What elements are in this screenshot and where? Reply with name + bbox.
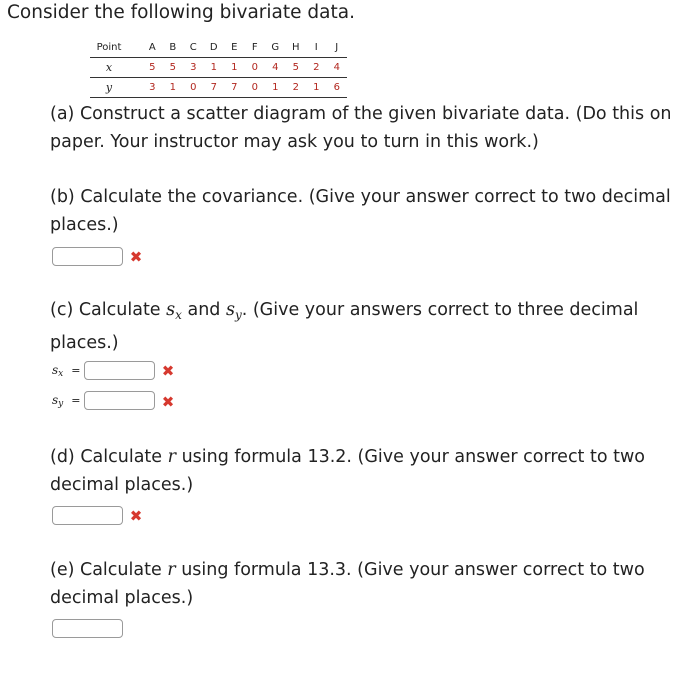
part-e-suffix: using formula 13.3. (Give your answer correct to two decimal places.): [50, 560, 645, 608]
sy-equals: =: [71, 394, 81, 407]
intro-text: Consider the following bivariate data.: [7, 2, 355, 23]
incorrect-x-icon: ✖: [129, 507, 143, 525]
sx-label-s: s: [52, 363, 59, 377]
y-value: 3: [142, 78, 163, 98]
part-a-question: (a) Construct a scatter diagram of the given bivariate data. (Do this on paper. Your instructor may ask you to turn in this work.): [50, 104, 672, 152]
covariance-input[interactable]: [52, 247, 123, 266]
sx-input[interactable]: [84, 361, 155, 380]
y-value: 1: [265, 78, 286, 98]
part-c-s2: s: [225, 300, 235, 320]
point-label: B: [163, 38, 184, 58]
y-value: 0: [183, 78, 204, 98]
x-value: 4: [265, 58, 286, 78]
sx-equals: =: [71, 364, 81, 377]
part-d-prefix: (d) Calculate: [50, 447, 168, 467]
incorrect-x-icon: ✖: [161, 393, 175, 411]
incorrect-x-icon: ✖: [161, 362, 175, 380]
part-c-and: and: [181, 300, 226, 320]
sx-label: [52, 363, 80, 379]
sy-label-s: s: [52, 393, 59, 407]
table-header-row: [90, 38, 347, 58]
y-value: 7: [204, 78, 225, 98]
part-d-var: r: [167, 447, 176, 467]
y-value: 2: [286, 78, 307, 98]
x-value: 4: [327, 58, 348, 78]
part-e-prefix: (e) Calculate: [50, 560, 168, 580]
point-label: C: [183, 38, 204, 58]
x-row-label: x: [105, 61, 113, 74]
x-value: 3: [183, 58, 204, 78]
table-row-y: [90, 78, 347, 98]
part-c-question: [50, 296, 690, 357]
point-label: F: [245, 38, 266, 58]
sy-label-sub: y: [58, 399, 64, 409]
point-label: A: [142, 38, 163, 58]
y-row-label: y: [105, 81, 113, 94]
y-value: 1: [163, 78, 184, 98]
x-value: 2: [306, 58, 327, 78]
sx-label-sub: x: [58, 369, 64, 379]
point-label: H: [286, 38, 307, 58]
bivariate-data-table: [90, 38, 347, 98]
incorrect-x-icon: ✖: [129, 248, 143, 266]
part-e-question: [50, 556, 690, 612]
point-label: I: [306, 38, 327, 58]
table-row-x: [90, 58, 347, 78]
x-value: 5: [142, 58, 163, 78]
part-c-sub-y: y: [234, 308, 242, 322]
part-c-s: s: [166, 300, 176, 320]
part-b-question: (b) Calculate the covariance. (Give your answer correct to two decimal places.): [50, 187, 671, 235]
y-value: 6: [327, 78, 348, 98]
point-label: J: [327, 38, 348, 58]
part-c-sub-x: x: [175, 308, 182, 322]
x-value: 1: [224, 58, 245, 78]
part-d-suffix: using formula 13.2. (Give your answer correct to two decimal places.): [50, 447, 645, 495]
x-value: 5: [163, 58, 184, 78]
r-formula-13-2-input[interactable]: [52, 506, 123, 525]
point-label: G: [265, 38, 286, 58]
sy-input[interactable]: [84, 391, 155, 410]
part-e-var: r: [167, 560, 176, 580]
x-value: 5: [286, 58, 307, 78]
y-value: 0: [245, 78, 266, 98]
part-c-prefix: (c) Calculate: [50, 300, 167, 320]
r-formula-13-3-input[interactable]: [52, 619, 123, 638]
x-value: 1: [204, 58, 225, 78]
point-header: Point: [90, 38, 142, 58]
x-value: 0: [245, 58, 266, 78]
sy-label: [52, 393, 80, 409]
point-label: E: [224, 38, 245, 58]
part-d-question: [50, 443, 690, 499]
y-value: 7: [224, 78, 245, 98]
part-c-suffix: . (Give your answers correct to three decimal places.): [50, 300, 639, 353]
point-label: D: [204, 38, 225, 58]
y-value: 1: [306, 78, 327, 98]
